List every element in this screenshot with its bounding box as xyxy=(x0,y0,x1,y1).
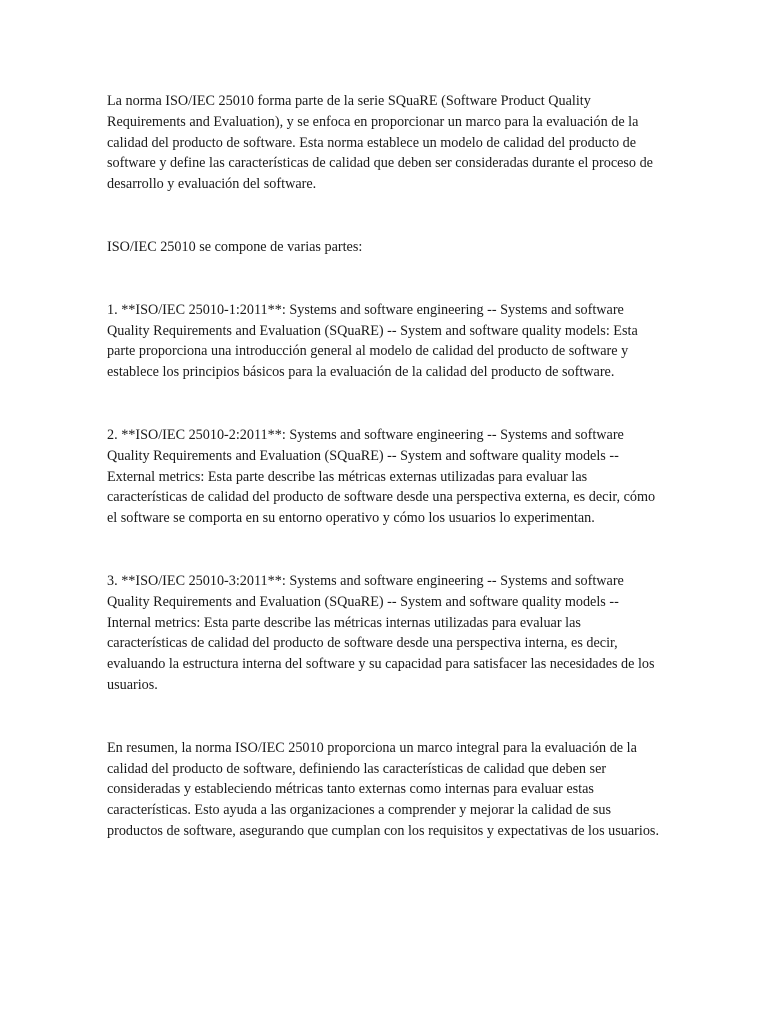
paragraph-gap xyxy=(107,383,662,425)
paragraph-gap xyxy=(107,529,662,571)
paragraph-intro: La norma ISO/IEC 25010 forma parte de la serie SQuaRE (Software Product Quality Requirements and Evaluation), y se enfoca en proporcionar un marco para la evaluación de la calidad del producto de software. Esta norma establece un modelo de calidad del producto de software y define las características de calidad que deben ser consideradas durante el proceso de desarrollo y evaluación del software. xyxy=(107,93,653,193)
paragraph-summary: En resumen, la norma ISO/IEC 25010 proporciona un marco integral para la evaluación de la calidad del producto de software, definiendo las características de calidad que deben ser consideradas y estableciendo métricas tanto externas como internas para evaluar estas características. Esto ayuda a las organizaciones a comprender y mejorar la calidad de sus productos de software, asegurando que cumplan con los requisitos y expectativas de los usuarios. xyxy=(107,739,659,839)
paragraph-part-1: 1. **ISO/IEC 25010-1:2011**: Systems and software engineering -- Systems and software Quality Requirements and Evaluation (SQuaRE) -- System and software quality models: Esta parte proporciona una introducción general al modelo de calidad del producto de software y establece los principios básicos para la evaluación de la calidad del producto de software. xyxy=(107,301,638,381)
paragraph-part-3: 3. **ISO/IEC 25010-3:2011**: Systems and software engineering -- Systems and software Quality Requirements and Evaluation (SQuaRE) -- System and software quality models -- Internal metrics: Esta parte describe las métricas internas utilizadas para evaluar las características de calidad del producto de software desde una perspectiva interna, es decir, evaluando la estructura interna del software y su capacidad para satisfacer las necesidades de los usuarios. xyxy=(107,572,655,693)
paragraph-parts-heading: ISO/IEC 25010 se compone de varias partes: xyxy=(107,238,363,255)
document-body xyxy=(107,91,662,842)
paragraph-part-2: 2. **ISO/IEC 25010-2:2011**: Systems and software engineering -- Systems and software Quality Requirements and Evaluation (SQuaRE) -- System and software quality models -- External metrics: Esta parte describe las métricas externas utilizadas para evaluar las características de calidad del producto de software desde una perspectiva externa, es decir, cómo el software se comporta en su entorno operativo y cómo los usuarios lo experimentan. xyxy=(107,426,656,527)
paragraph-gap xyxy=(107,195,662,237)
paragraph-gap xyxy=(107,258,662,300)
paragraph-gap xyxy=(107,696,662,738)
